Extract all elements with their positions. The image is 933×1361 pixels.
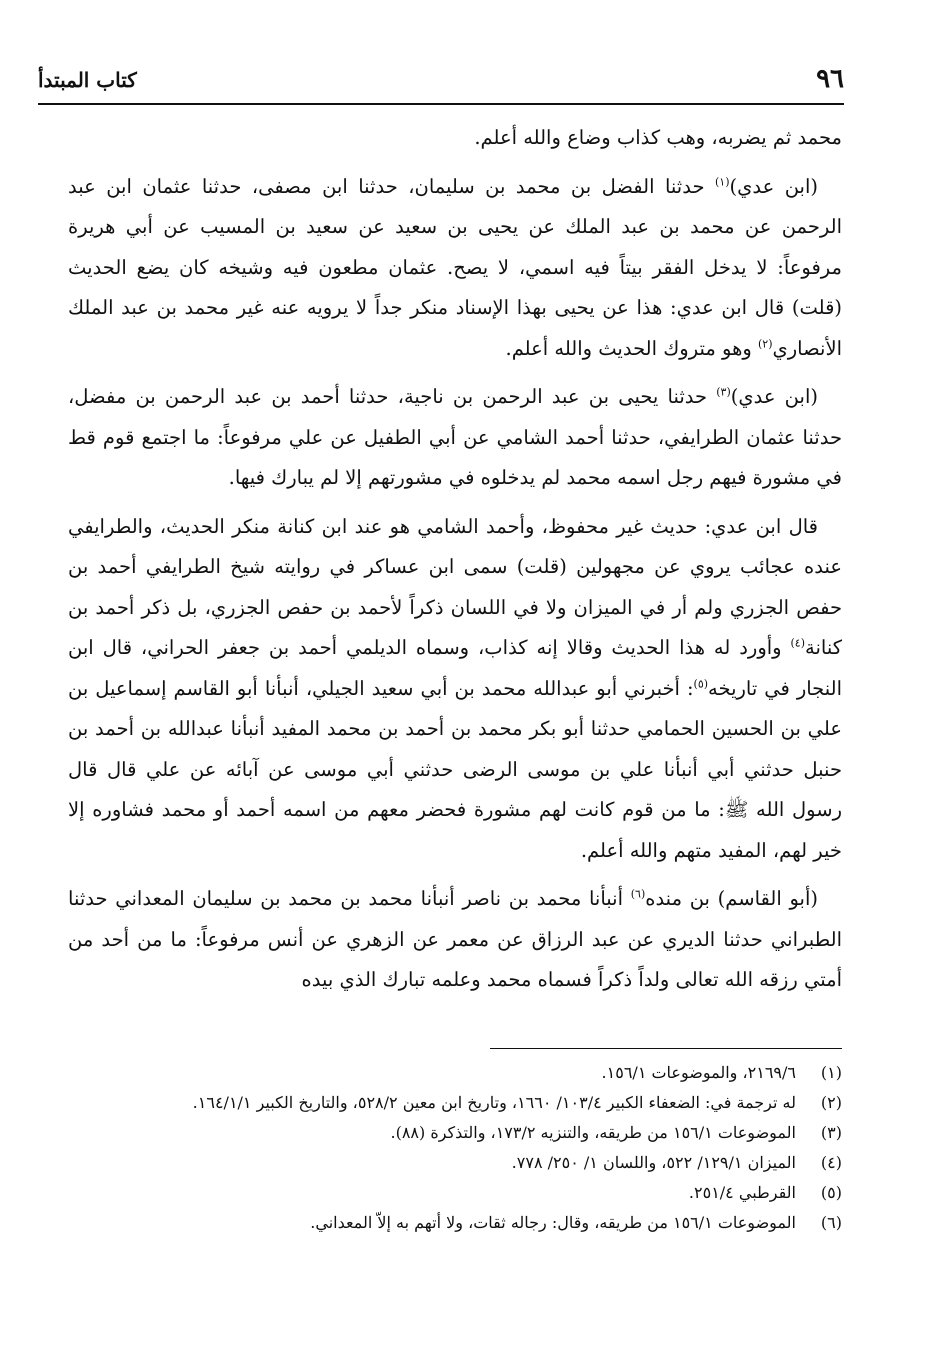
paragraph-5 <box>68 879 842 1001</box>
paragraph-1 <box>68 118 842 159</box>
footnote-ref-4[interactable]: (٤) <box>790 636 805 650</box>
footnote-text: ٢١٦٩/٦، والموضوعات ١٥٦/١. <box>601 1063 796 1082</box>
footnote-number: (٤) <box>820 1153 842 1172</box>
paragraph-3 <box>68 377 842 499</box>
paragraph-text: أنبأنا محمد بن ناصر أنبأنا محمد بن محمد بن سليمان المعداني حدثنا الطبراني حدثنا الديري عن عبد الرزاق عن معمر عن الزهري عن أنس مرفوعاً: ما من أحد من أمتي رزقه الله تعالى ولداً ذكراً فسماه محمد وعلمه تبارك الذي بيده <box>68 887 842 991</box>
footnote-text: الموضوعات ١٥٦/١ من طريقه، وقال: رجاله ثقات، ولا أتهم به إلاّ المعداني. <box>310 1213 796 1232</box>
footnote <box>68 1148 842 1178</box>
paragraph-text: (ابن عدي) <box>730 385 818 408</box>
paragraph-text: (ابن عدي) <box>729 174 818 198</box>
paragraph-text: وأورد له هذا الحديث وقالا إنه كذاب، وسماه الديلمي أحمد بن جعفر الحراني، قال ابن النجار في تاريخه <box>68 636 843 700</box>
footnote-number: (١) <box>820 1063 842 1082</box>
paragraph-text: (أبو القاسم) بن منده <box>645 887 818 910</box>
footnote-number: (٦) <box>820 1213 842 1232</box>
footnote <box>68 1208 842 1238</box>
page-header <box>38 62 844 102</box>
footnote-number: (٥) <box>820 1183 842 1202</box>
footnote-ref-3[interactable]: (٣) <box>716 385 731 399</box>
page-number: ٩٦ <box>816 64 844 94</box>
paragraph-text: وهو متروك الحديث والله أعلم. <box>505 336 758 360</box>
footnote-text: الموضوعات ١٥٦/١ من طريقه، والتنزيه ١٧٣/٢، والتذكرة (٨٨). <box>390 1123 796 1142</box>
paragraph-4 <box>68 507 842 872</box>
footnote-ref-1[interactable]: (١) <box>714 175 730 188</box>
footnote-text: له ترجمة في: الضعفاء الكبير ١٠٣/٤/ ١٦٦٠، وتاريخ ابن معين ٥٢٨/٢، والتاريخ الكبير ١٦٤/١/١. <box>192 1093 796 1112</box>
paragraph-text: محمد ثم يضربه، وهب كذاب وضاع والله أعلم. <box>474 126 842 149</box>
footnote-text: القرطبي ٢٥١/٤. <box>688 1183 796 1202</box>
footnote <box>68 1058 842 1088</box>
running-title: كتاب المبتدأ <box>38 68 137 92</box>
footnote-number: (٣) <box>820 1123 842 1142</box>
footnote-divider <box>490 1048 842 1049</box>
footnote <box>68 1088 842 1118</box>
paragraph-text: حدثنا الفضل بن محمد بن سليمان، حدثنا ابن مصفى، حدثنا عثمان ابن عبد الرحمن عن محمد بن عبد الملك عن يحيى بن سعيد عن سعيد بن المسيب عن أبي هريرة مرفوعاً: لا يدخل الفقر بيتاً فيه اسمي، لا يصح. عثمان مطعون فيه وشيخه كان يضع الحديث (قلت) قال ابن عدي: هذا عن يحيى بهذا الإسناد منكر جداً لا يرويه عنه غير محمد بن عبد الملك الأنصاري <box>68 174 842 360</box>
footnote-text: الميزان ١٢٩/١/ ٥٢٢، واللسان ١/ ٢٥٠/ ٧٧٨. <box>511 1153 796 1172</box>
footnote <box>68 1118 842 1148</box>
footnote-ref-6[interactable]: (٦) <box>630 887 646 901</box>
paragraph-2 <box>68 167 842 370</box>
footnote-ref-5[interactable]: (٥) <box>693 677 709 690</box>
footnotes <box>68 1058 842 1238</box>
paragraph-text: قال ابن عدي: حديث غير محفوظ، وأحمد الشامي هو عند ابن كنانة منكر الحديث، والطرايفي عنده عجائب يروي عن مجهولين (قلت) سمى ابن عساكر في روايته شيخ الطرايفي أحمد بن حفص الجزري ولم أر في الميزان ولا في اللسان ذكراً لأحمد بن حفص الجزري، بل ذكر أحمد بن كنانة <box>68 514 842 659</box>
paragraph-text: حدثنا يحيى بن عبد الرحمن بن ناجية، حدثنا أحمد بن عبد الرحمن بن مفضل، حدثنا عثمان الطرايفي، حدثنا أحمد الشامي عن أبي الطفيل عن علي مرفوعاً: ما اجتمع قوم قط في مشورة فيهم رجل اسمه محمد لم يدخلوه في مشورتهم إلا لم يبارك فيها. <box>68 385 842 489</box>
header-rule <box>38 103 844 105</box>
footnote-ref-2[interactable]: (٢) <box>757 337 773 350</box>
main-text <box>68 118 842 1009</box>
footnote <box>68 1178 842 1208</box>
paragraph-text: : أخبرني أبو عبدالله محمد بن أبي سعيد الجيلي، أنبأنا أبو القاسم إسماعيل بن علي بن الحسين الحمامي حدثنا أبو بكر محمد بن أحمد بن محمد المفيد أنبأنا عبدالله بن أحمد بن حنبل حدثني أبي أنبأنا علي بن موسى الرضى حدثني أبي موسى عن آبائه عن علي قال قال رسول الله ﷺ: ما من قوم كانت لهم مشورة فحضر معهم من اسمه أحمد أو محمد فشاوره إلا خير لهم، المفيد متهم والله أعلم. <box>68 676 842 862</box>
footnote-number: (٢) <box>820 1093 842 1112</box>
